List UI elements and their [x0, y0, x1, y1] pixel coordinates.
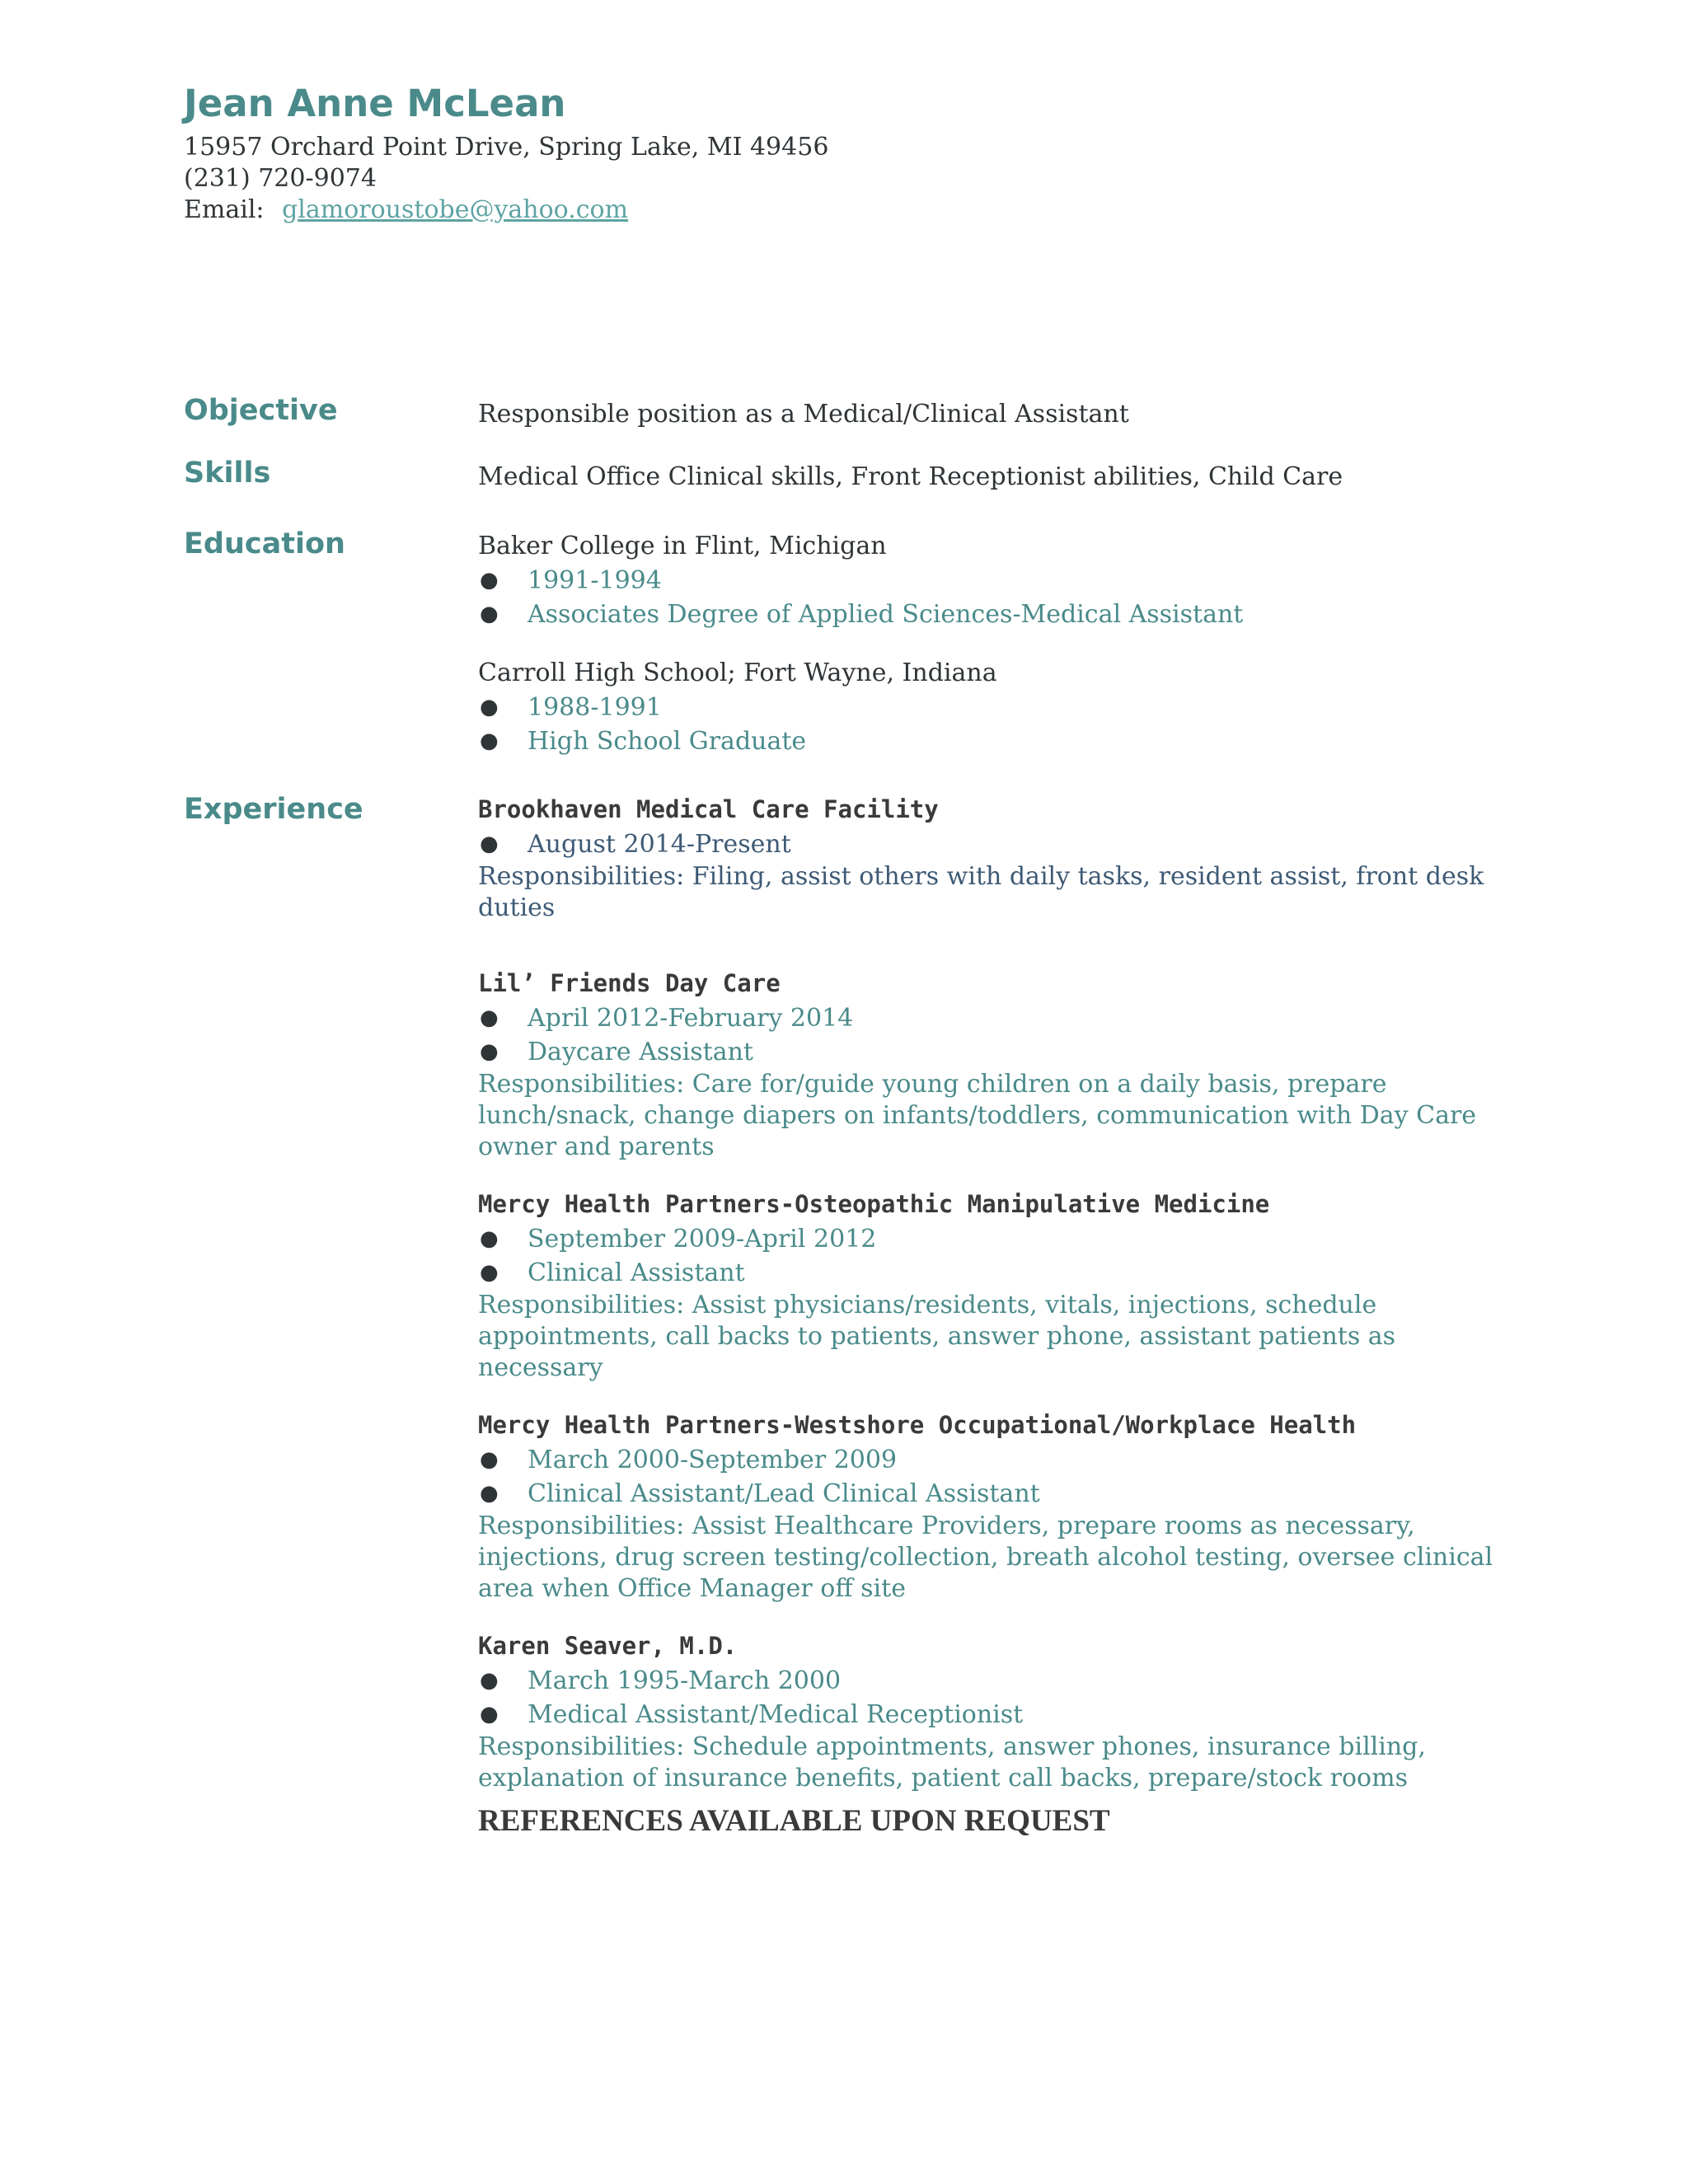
employer-name: Karen Seaver, M.D. [478, 1632, 738, 1660]
job-entry [478, 793, 1525, 924]
bullet-icon: ● [480, 729, 499, 753]
job-details [478, 1001, 1525, 1069]
job-responsibilities: Responsibilities: Assist physicians/residents, vitals, injections, schedule appointments, call backs to patients, answer phone, assistant patients as necessary [478, 1291, 1396, 1382]
objective-text: Responsible position as a Medical/Clinical Assistant [478, 400, 1129, 429]
school-details [478, 691, 1525, 758]
skills-heading: Skills [184, 457, 271, 490]
email-link[interactable]: glamoroustobe@yahoo.com [282, 195, 629, 224]
experience-content [478, 793, 1525, 1827]
school-details [478, 564, 1525, 631]
list-item: ● High School Graduate [478, 724, 1525, 758]
list-item: ● Clinical Assistant [478, 1256, 1525, 1290]
list-item: ● Daycare Assistant [478, 1035, 1525, 1069]
list-item: ● August 2014-Present [478, 827, 1525, 861]
skills-text: Medical Office Clinical skills, Front Receptionist abilities, Child Care [478, 462, 1343, 491]
job-details [478, 1443, 1525, 1511]
bullet-icon: ● [480, 568, 499, 593]
list-item: ● 1988-1991 [478, 691, 1525, 724]
job-responsibilities: Responsibilities: Care for/guide young children on a daily basis, prepare lunch/snack, change diapers on infants/toddlers, communication with Day Care owner and parents [478, 1070, 1477, 1161]
bullet-icon: ● [480, 1702, 499, 1727]
job-responsibilities: Responsibilities: Assist Healthcare Providers, prepare rooms as necessary, injections, drug screen testing/collection, breath alcohol testing, oversee clinical area when Office Manager off site [478, 1511, 1493, 1603]
list-item: ● Clinical Assistant/Lead Clinical Assistant [478, 1477, 1525, 1511]
job-details [478, 1222, 1525, 1290]
bullet-icon: ● [480, 695, 499, 719]
bullet-icon: ● [480, 1447, 499, 1472]
list-item: ● April 2012-February 2014 [478, 1001, 1525, 1035]
employer-name: Mercy Health Partners-Osteopathic Manipulative Medicine [478, 1190, 1270, 1218]
bullet-icon: ● [480, 1039, 499, 1064]
phone-number: (231) 720-9074 [184, 164, 377, 193]
bullet-icon: ● [480, 1260, 499, 1285]
address: 15957 Orchard Point Drive, Spring Lake, MI 49456 [184, 133, 829, 162]
bullet-icon: ● [480, 1226, 499, 1251]
job-responsibilities: Responsibilities: Schedule appointments, answer phones, insurance billing, explanation of insurance benefits, patient call backs, prepare/stock rooms [478, 1732, 1426, 1793]
experience-heading: Experience [184, 793, 363, 826]
list-item: ● September 2009-April 2012 [478, 1222, 1525, 1256]
list-item: ● 1991-1994 [478, 564, 1525, 598]
education-heading: Education [184, 527, 345, 560]
school-entry [478, 658, 1525, 758]
employer-name: Brookhaven Medical Care Facility [478, 795, 939, 823]
job-details [478, 1664, 1525, 1732]
list-item: ● March 2000-September 2009 [478, 1443, 1525, 1477]
applicant-name: Jean Anne McLean [184, 82, 566, 125]
employer-name: Lil’ Friends Day Care [478, 969, 781, 997]
job-entry [478, 967, 1525, 1163]
job-entry [478, 1408, 1525, 1605]
job-entry [478, 1629, 1525, 1794]
employer-name: Mercy Health Partners-Westshore Occupational/Workplace Health [478, 1411, 1357, 1439]
objective-heading: Objective [184, 394, 338, 427]
list-item: ● March 1995-March 2000 [478, 1664, 1525, 1698]
list-item: ● Associates Degree of Applied Sciences-Medical Assistant [478, 598, 1525, 631]
resume-header [184, 76, 828, 226]
list-item: ● Medical Assistant/Medical Receptionist [478, 1698, 1525, 1732]
bullet-icon: ● [480, 1668, 499, 1693]
bullet-icon: ● [480, 832, 499, 856]
references-note: REFERENCES AVAILABLE UPON REQUEST [478, 1804, 1110, 1838]
education-content [478, 531, 1525, 758]
job-entry [478, 1188, 1525, 1384]
job-responsibilities: Responsibilities: Filing, assist others with daily tasks, resident assist, front desk duties [478, 862, 1484, 922]
school-name: Carroll High School; Fort Wayne, Indiana [478, 658, 997, 687]
email-label: Email: [184, 195, 265, 224]
bullet-icon: ● [480, 602, 499, 626]
bullet-icon: ● [480, 1005, 499, 1030]
school-entry [478, 531, 1525, 631]
job-details [478, 827, 1525, 861]
email-line [184, 194, 828, 226]
school-name: Baker College in Flint, Michigan [478, 532, 887, 560]
bullet-icon: ● [480, 1481, 499, 1506]
